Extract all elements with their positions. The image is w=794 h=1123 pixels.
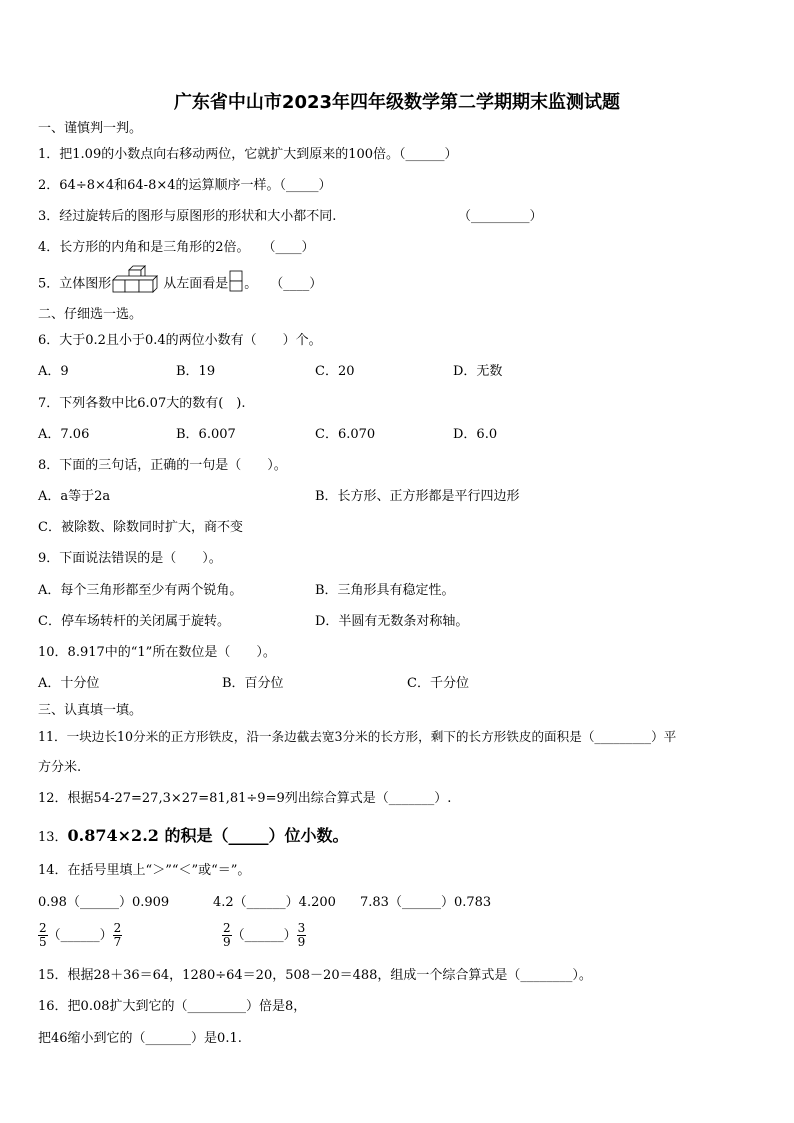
question-5 [38, 274, 322, 294]
question-5-text-a: 5．立体图形 [38, 276, 112, 292]
question-7: 7．下列各数中比6.07大的数有( ). [38, 396, 246, 411]
answer-blank: （______） [47, 928, 113, 943]
question-11-line-2: 方分米. [38, 760, 82, 775]
question-10-option-a: A．十分位 [38, 676, 100, 691]
question-8-option-b: B．长方形、正方形都是平行四边形 [315, 489, 520, 504]
question-6-option-c: C．20 [315, 364, 355, 379]
section-3-heading: 三、认真填一填。 [38, 703, 143, 718]
question-5-text-b: 从左面看是 [163, 276, 229, 292]
question-4: 4．长方形的内角和是三角形的2倍。 （____） [38, 240, 315, 255]
solid-figure-icon [111, 260, 163, 294]
section-1-heading: 一、谨慎判一判。 [38, 121, 143, 136]
question-10: 10．8.917中的“1”所在数位是（ ）。 [38, 645, 276, 660]
question-9-option-b: B．三角形具有稳定性。 [315, 583, 455, 598]
question-14-fraction-compare-1 [38, 921, 122, 951]
question-13-text: 0.874×2.2 的积是（_____）位小数。 [67, 826, 349, 845]
question-8: 8．下面的三句话，正确的一句是（ ）。 [38, 458, 287, 473]
question-6-option-a: A．9 [38, 364, 69, 379]
question-15: 15．根据28＋36＝64，1280÷64＝20，508－20＝488，组成一个综合算式是（________）。 [38, 968, 592, 983]
fraction-three-ninths: $\frac{3}{9}$ [297, 921, 306, 949]
question-9: 9．下面说法错误的是（ ）。 [38, 551, 222, 566]
question-8-option-c: C．被除数、除数同时扩大，商不变 [38, 520, 243, 535]
question-16-line-2: 把46缩小到它的（_______）是0.1. [38, 1031, 242, 1046]
question-6-option-d: D．无数 [453, 364, 503, 379]
question-3-text: 3．经过旋转后的图形与原图形的形状和大小都不同. [38, 209, 337, 224]
question-10-option-c: C．千分位 [407, 676, 469, 691]
question-13-number: 13． [38, 830, 68, 845]
question-6-option-b: B．19 [176, 364, 216, 379]
section-2-heading: 二、仔细选一选。 [38, 307, 143, 322]
fraction-two-ninths: $\frac{2}{9}$ [223, 921, 231, 949]
question-1: 1．把1.09的小数点向右移动两位，它就扩大到原来的100倍。（______） [38, 147, 458, 162]
answer-blank: （______） [231, 928, 297, 943]
question-12: 12．根据54-27=27,3×27=81,81÷9=9列出综合算式是（_______）. [38, 791, 452, 806]
question-7-option-d: D．6.0 [453, 427, 498, 442]
question-14-fraction-compare-2 [222, 921, 306, 951]
fraction-two-fifths: $\frac{2}{5}$ [39, 921, 47, 949]
question-9-option-c: C．停车场转杆的关闭属于旋转。 [38, 614, 230, 629]
question-10-option-b: B．百分位 [222, 676, 284, 691]
fraction-two-sevenths: $\frac{2}{7}$ [113, 921, 122, 949]
question-6: 6．大于0.2且小于0.4的两位小数有（ ）个。 [38, 333, 322, 348]
question-7-option-c: C．6.070 [315, 427, 376, 442]
question-7-option-b: B．6.007 [176, 427, 236, 442]
question-3-answer-blank: （_________） [458, 209, 543, 224]
question-13 [38, 826, 348, 848]
question-7-option-a: A．7.06 [38, 427, 90, 442]
question-9-option-d: D．半圆有无数条对称轴。 [315, 614, 469, 629]
question-14: 14．在括号里填上“＞”“＜”或“＝”。 [38, 863, 251, 878]
question-2: 2．64÷8×4和64-8×4的运算顺序一样。（_____） [38, 178, 332, 193]
question-3 [38, 209, 336, 225]
question-14-compare-1: 0.98（______）0.909 [38, 895, 170, 910]
left-view-icon [228, 269, 244, 293]
question-16-line-1: 16．把0.08扩大到它的（_________）倍是8， [38, 999, 307, 1014]
question-11-line-1: 11．一块边长10分米的正方形铁皮，沿一条边截去宽3分米的长方形，剩下的长方形铁皮的面积是（_________）平 [38, 729, 677, 744]
exam-title: 广东省中山市2023年四年级数学第二学期期末监测试题 [173, 92, 621, 113]
question-5-text-c: 。 （____） [244, 276, 323, 292]
question-8-option-a: A．a等于2a [38, 489, 111, 504]
question-14-compare-3: 7.83（______）0.783 [360, 895, 492, 910]
question-9-option-a: A．每个三角形都至少有两个锐角。 [38, 583, 243, 598]
question-14-compare-2: 4.2（______）4.200 [213, 895, 336, 910]
